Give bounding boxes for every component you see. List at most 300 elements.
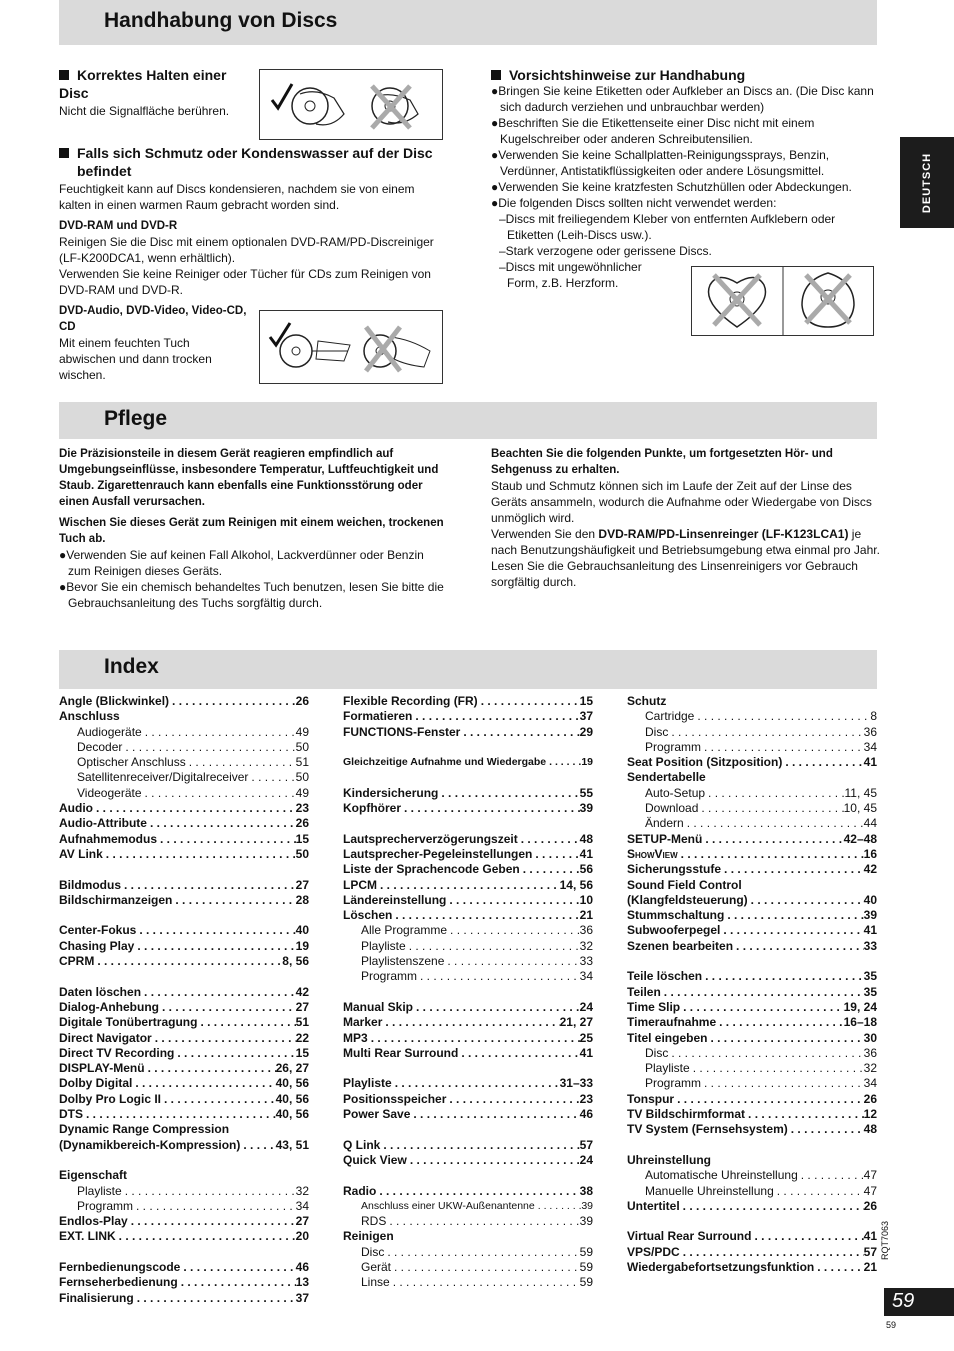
index-spacer bbox=[343, 740, 593, 755]
index-entry bbox=[59, 1229, 309, 1244]
index-page-ref: 51 bbox=[295, 755, 309, 770]
index-term: Bildmodus bbox=[59, 877, 121, 892]
precaution-list bbox=[491, 83, 883, 259]
index-spacer bbox=[343, 1168, 593, 1183]
index-entry bbox=[627, 969, 877, 984]
index-leader bbox=[668, 1046, 863, 1061]
index-entry bbox=[59, 1046, 309, 1061]
index-page-ref: 23 bbox=[579, 1091, 593, 1106]
index-leader bbox=[392, 908, 579, 923]
index-entry bbox=[343, 1031, 593, 1046]
index-term: Playliste bbox=[343, 1076, 392, 1091]
index-leader bbox=[707, 1031, 863, 1046]
language-tab bbox=[900, 137, 954, 228]
figure-wiping-disc bbox=[259, 310, 443, 384]
index-leader bbox=[684, 816, 864, 831]
index-page-ref: 32 bbox=[579, 938, 593, 953]
index-term: TV Bildschirmformat bbox=[627, 1107, 746, 1122]
index-entry bbox=[627, 1245, 877, 1260]
index-entry bbox=[343, 1138, 593, 1153]
paragraph: Staub und Schmutz können sich im Laufe der Zeit auf der Linse des Geräts ansammeln, wodurch die Aufnahme oder Wiedergabe von Discs unmöglich wird. bbox=[491, 479, 872, 525]
list-item: ●Verwenden Sie keine Schallplatten-Reinigungssprays, Benzin, Verdünner, Antistatikflüssigkeiten oder andere Lösungsmittel. bbox=[491, 148, 830, 178]
index-leader bbox=[446, 1092, 579, 1107]
index-page-ref: 14, 56 bbox=[559, 877, 593, 892]
index-term: Multi Rear Surround bbox=[343, 1045, 459, 1060]
index-page-ref: 19 bbox=[295, 938, 309, 953]
index-leader bbox=[460, 725, 579, 740]
index-page-ref: 26 bbox=[295, 816, 309, 831]
index-entry bbox=[343, 832, 593, 847]
index-term: Quick View bbox=[343, 1152, 407, 1167]
index-entry bbox=[59, 1199, 309, 1214]
index-entry bbox=[59, 923, 309, 938]
index-term: Gleichzeitige Aufnahme und Wiedergabe bbox=[343, 756, 547, 769]
index-term: Stummschaltung bbox=[627, 908, 725, 923]
index-term: Cartridge bbox=[645, 709, 695, 724]
index-term: Videogeräte bbox=[77, 785, 142, 800]
index-term: Audiogeräte bbox=[77, 724, 142, 739]
figure-holding-disc bbox=[259, 69, 443, 140]
index-leader bbox=[438, 786, 579, 801]
index-term: Eigenschaft bbox=[59, 1168, 128, 1183]
index-page-ref: 39 bbox=[863, 908, 877, 923]
index-page-ref: 39 bbox=[581, 1199, 593, 1212]
index-entry bbox=[627, 1122, 877, 1137]
index-spacer bbox=[59, 908, 309, 923]
index-entry bbox=[59, 1260, 309, 1275]
index-entry bbox=[343, 939, 593, 954]
index-page-ref: 34 bbox=[295, 1198, 309, 1213]
index-entry bbox=[627, 709, 877, 724]
language-tab-label: DEUTSCH bbox=[921, 152, 933, 213]
index-entry bbox=[627, 1184, 877, 1199]
index-entry bbox=[627, 1076, 877, 1091]
index-leader bbox=[444, 954, 579, 969]
index-page-ref: 59 bbox=[579, 1259, 593, 1274]
index-page-ref: 59 bbox=[579, 1275, 593, 1290]
section-banner-handhabung bbox=[59, 0, 877, 45]
index-term: Playliste bbox=[361, 938, 406, 953]
index-term: Programm bbox=[645, 1076, 702, 1091]
index-page-ref: 29 bbox=[579, 724, 593, 739]
index-entry bbox=[627, 816, 877, 831]
list-item: ●Verwenden Sie auf keinen Fall Alkohol, Lackverdünner oder Benzin zum Reinigen dieses Geräts. bbox=[59, 548, 424, 578]
index-leader bbox=[186, 755, 296, 770]
index-page-ref: 19 bbox=[581, 756, 593, 769]
index-term: EXT. LINK bbox=[59, 1229, 116, 1244]
index-entry bbox=[59, 893, 309, 908]
index-entry bbox=[627, 770, 877, 785]
index-leader bbox=[386, 1214, 579, 1229]
page-number-box bbox=[884, 1288, 954, 1316]
index-column-3 bbox=[627, 694, 877, 1275]
index-term: Untertitel bbox=[627, 1198, 680, 1213]
index-entry bbox=[59, 1138, 309, 1153]
care-right-column bbox=[491, 446, 883, 590]
index-entry bbox=[343, 725, 593, 740]
index-entry bbox=[59, 1031, 309, 1046]
index-leader bbox=[133, 1199, 296, 1214]
index-page-ref: 55 bbox=[579, 785, 593, 800]
index-term: Liste der Sprachencode Geben bbox=[343, 862, 520, 877]
index-entry bbox=[343, 1184, 593, 1199]
index-leader bbox=[680, 1199, 864, 1214]
index-term: Positionsspeicher bbox=[343, 1091, 447, 1106]
index-leader bbox=[798, 1168, 864, 1183]
index-page-ref: 27 bbox=[295, 1214, 309, 1229]
paragraph: Verwenden Sie keine Reiniger oder Tücher für CDs zum Reinigen von DVD-RAM und DVD-R. bbox=[59, 267, 431, 297]
index-term: Virtual Rear Surround bbox=[627, 1229, 752, 1244]
index-leader bbox=[116, 1229, 296, 1244]
index-term: Sendertabelle bbox=[627, 770, 706, 785]
index-leader bbox=[814, 1260, 863, 1275]
index-leader bbox=[412, 709, 579, 724]
index-page-ref: 38 bbox=[579, 1183, 593, 1198]
index-term: Marker bbox=[343, 1015, 383, 1030]
index-entry bbox=[627, 801, 877, 816]
index-leader bbox=[180, 1260, 295, 1275]
index-term: Disc bbox=[645, 1045, 669, 1060]
index-page-ref: 20 bbox=[295, 1229, 309, 1244]
index-term: Tonspur bbox=[627, 1091, 675, 1106]
index-page-ref: 34 bbox=[863, 739, 877, 754]
index-term: (Klangfeldsteuerung) bbox=[627, 892, 748, 907]
index-page-ref: 40 bbox=[863, 892, 877, 907]
section-title: Index bbox=[104, 655, 159, 678]
index-entry bbox=[343, 801, 593, 816]
index-entry bbox=[627, 740, 877, 755]
index-term: (Dynamikbereich-Kompression) bbox=[59, 1137, 241, 1152]
index-entry bbox=[59, 816, 309, 831]
index-page-ref: 26 bbox=[863, 1091, 877, 1106]
index-leader bbox=[152, 1031, 296, 1046]
index-term: Q Link bbox=[343, 1137, 381, 1152]
index-term: Ländereinstellung bbox=[343, 892, 447, 907]
index-page-ref: 34 bbox=[579, 969, 593, 984]
index-term: VPS/PDC bbox=[627, 1244, 680, 1259]
body-text-bold: DVD-RAM und DVD-R bbox=[59, 220, 178, 232]
body-text: Nicht die Signalfläche berühren. bbox=[59, 104, 230, 118]
index-leader bbox=[122, 740, 295, 755]
index-page-ref: 39 bbox=[579, 1214, 593, 1229]
index-spacer bbox=[343, 1061, 593, 1076]
index-entry bbox=[627, 908, 877, 923]
index-entry bbox=[343, 878, 593, 893]
paragraph-bold: Beachten Sie die folgenden Punkte, um fortgesetzten Hör- und Sehgenuss zu erhalten. bbox=[491, 448, 833, 476]
index-term: Playliste bbox=[77, 1183, 122, 1198]
index-entry bbox=[343, 1260, 593, 1275]
index-term: Lautsprecherverzögerungszeit bbox=[343, 831, 518, 846]
index-leader bbox=[121, 878, 296, 893]
index-leader bbox=[83, 1107, 276, 1122]
bullet-square-icon bbox=[491, 70, 501, 80]
index-entry bbox=[59, 694, 309, 709]
page-number-small: 59 bbox=[886, 1320, 897, 1330]
index-page-ref: 21 bbox=[579, 908, 593, 923]
index-page-ref: 21, 27 bbox=[559, 1015, 593, 1030]
paragraph-bold: Die Präzisionsteile in diesem Gerät reagieren empfindlich auf Umgebungseinflüsse, insbesondere Temperatur, Luftfeuchtigkeit und Staub. Zigarettenrauch kann ebenfalls eine Funktionsstörung oder einen Ausfall verursachen. bbox=[59, 448, 439, 508]
index-entry bbox=[627, 1000, 877, 1015]
index-entry bbox=[59, 1184, 309, 1199]
paragraph-bold: Wischen Sie dieses Gerät zum Reinigen mit einem weichen, trockenen Tuch ab. bbox=[59, 517, 444, 545]
index-entry bbox=[59, 1092, 309, 1107]
index-page-ref: 15 bbox=[579, 694, 593, 708]
index-leader bbox=[705, 786, 844, 801]
index-term: Linse bbox=[361, 1275, 390, 1290]
index-leader bbox=[145, 1061, 276, 1076]
list-item: ●Beschriften Sie die Etikettenseite einer Disc nicht mit einem Kugelschreiber oder anderen Schreibutensilien. bbox=[491, 116, 815, 146]
index-page-ref: 46 bbox=[579, 1107, 593, 1122]
index-term: Dolby Pro Logic II bbox=[59, 1091, 162, 1106]
index-term: Download bbox=[645, 801, 699, 816]
index-entry bbox=[343, 786, 593, 801]
index-term: Teilen bbox=[627, 984, 661, 999]
page-number: 59 bbox=[892, 1290, 915, 1312]
index-entry bbox=[343, 908, 593, 923]
index-leader bbox=[380, 1138, 579, 1153]
list-item: ●Bringen Sie keine Etiketten oder Aufkleber an Discs an. (Die Disc kann sich dadurch verziehen und unbrauchbar werden) bbox=[491, 84, 874, 114]
index-page-ref: 51 bbox=[295, 1015, 309, 1030]
figure-irregular-discs bbox=[691, 266, 874, 336]
index-leader bbox=[774, 1184, 864, 1199]
index-term: Playlistenszene bbox=[361, 954, 445, 969]
index-leader bbox=[702, 969, 864, 984]
index-entry bbox=[59, 939, 309, 954]
index-entry bbox=[59, 770, 309, 785]
index-spacer bbox=[59, 1245, 309, 1260]
doc-code: RQT7063 bbox=[880, 1220, 890, 1260]
index-term: AV Link bbox=[59, 846, 103, 861]
index-leader bbox=[240, 1138, 275, 1153]
list-item: –Stark verzogene oder gerissene Discs. bbox=[499, 244, 712, 258]
index-term: Disc bbox=[361, 1244, 385, 1259]
index-term: Wiedergabefortsetzungsfunktion bbox=[627, 1259, 815, 1274]
index-term: Alle Programme bbox=[361, 923, 448, 938]
index-leader bbox=[392, 1076, 560, 1091]
index-entry bbox=[59, 1107, 309, 1122]
index-leader bbox=[391, 1260, 580, 1275]
index-page-ref: 47 bbox=[863, 1183, 877, 1198]
index-leader bbox=[172, 893, 295, 908]
index-term: Fernbedienungscode bbox=[59, 1259, 181, 1274]
index-spacer bbox=[343, 1122, 593, 1137]
index-entry bbox=[343, 1214, 593, 1229]
index-page-ref: 12 bbox=[863, 1107, 877, 1122]
index-leader bbox=[248, 770, 295, 785]
index-leader bbox=[368, 1031, 580, 1046]
care-left-column bbox=[59, 446, 449, 611]
index-term: DISPLAY-Menü bbox=[59, 1061, 145, 1076]
index-page-ref: 41 bbox=[863, 755, 877, 770]
index-page-ref: 42–48 bbox=[843, 831, 877, 846]
index-spacer bbox=[59, 862, 309, 877]
index-leader bbox=[157, 832, 296, 847]
index-term: Manuelle Uhreinstellung bbox=[645, 1183, 774, 1198]
index-page-ref: 36 bbox=[579, 923, 593, 938]
index-term: Finalisierung bbox=[59, 1290, 134, 1305]
index-leader bbox=[142, 786, 296, 801]
index-entry bbox=[59, 1214, 309, 1229]
list-item: ●Die folgenden Discs sollten nicht verwendet werden: bbox=[491, 196, 777, 210]
index-page-ref: 32 bbox=[863, 1061, 877, 1076]
index-leader bbox=[197, 1015, 295, 1030]
index-page-ref: 34 bbox=[863, 1076, 877, 1091]
index-spacer bbox=[343, 816, 593, 831]
index-term: Sicherungsstufe bbox=[627, 862, 722, 877]
index-entry bbox=[59, 1076, 309, 1091]
index-page-ref: 41 bbox=[579, 1045, 593, 1060]
index-page-ref: 42 bbox=[863, 862, 877, 877]
index-leader bbox=[141, 985, 296, 1000]
index-term: Timeraufnahme bbox=[627, 1015, 717, 1030]
index-leader bbox=[410, 1107, 579, 1122]
index-page-ref: 33 bbox=[863, 938, 877, 953]
index-leader bbox=[377, 878, 560, 893]
body-text-bold: DVD-Audio, DVD-Video, Video-CD, CD bbox=[59, 305, 247, 333]
index-leader bbox=[751, 1229, 863, 1244]
index-leader bbox=[702, 832, 843, 847]
index-leader bbox=[716, 1015, 843, 1030]
index-entry bbox=[627, 923, 877, 938]
index-entry bbox=[627, 832, 877, 847]
index-term: Gerät bbox=[361, 1259, 392, 1274]
index-entry bbox=[343, 1076, 593, 1091]
index-entry bbox=[343, 1000, 593, 1015]
index-entry bbox=[59, 1122, 309, 1137]
index-term: ShowView bbox=[627, 846, 678, 861]
index-term: Dynamic Range Compression bbox=[59, 1122, 230, 1137]
index-page-ref: 15 bbox=[295, 1045, 309, 1060]
index-leader bbox=[136, 923, 295, 938]
index-term: RDS bbox=[361, 1214, 387, 1229]
index-entry bbox=[627, 878, 877, 893]
index-page-ref: 49 bbox=[295, 785, 309, 800]
index-term: Reinigen bbox=[343, 1229, 394, 1244]
index-term: Radio bbox=[343, 1183, 377, 1198]
index-leader bbox=[680, 1000, 843, 1015]
index-term: TV System (Fernsehsystem) bbox=[627, 1122, 788, 1137]
index-term: Endlos-Play bbox=[59, 1214, 128, 1229]
index-term: Kindersicherung bbox=[343, 785, 439, 800]
index-spacer bbox=[59, 1153, 309, 1168]
index-entry bbox=[343, 862, 593, 877]
index-term: Programm bbox=[77, 1198, 134, 1213]
index-term: Automatische Uhreinstellung bbox=[645, 1168, 798, 1183]
index-page-ref: 50 bbox=[295, 770, 309, 785]
index-leader bbox=[406, 939, 580, 954]
subheading: Vorsichtshinweise zur Handhabung bbox=[491, 66, 881, 84]
index-entry bbox=[59, 786, 309, 801]
index-entry bbox=[343, 694, 593, 709]
index-entry bbox=[343, 1275, 593, 1290]
index-entry bbox=[343, 969, 593, 984]
index-page-ref: 28 bbox=[295, 892, 309, 907]
index-entry bbox=[627, 1168, 877, 1183]
index-page-ref: 8 bbox=[870, 709, 877, 724]
index-term: Angle (Blickwinkel) bbox=[59, 694, 170, 708]
index-term: Center-Fokus bbox=[59, 923, 137, 938]
index-leader bbox=[161, 1092, 276, 1107]
section-title: Handhabung von Discs bbox=[104, 9, 338, 32]
index-term: Szenen bearbeiten bbox=[627, 938, 734, 953]
index-leader bbox=[745, 1107, 864, 1122]
index-leader bbox=[390, 1275, 580, 1290]
index-leader bbox=[103, 847, 296, 862]
index-term: Fernseherbedienung bbox=[59, 1275, 178, 1290]
index-page-ref: 41 bbox=[863, 923, 877, 938]
index-page-ref: 23 bbox=[295, 801, 309, 816]
index-term: Seat Position (Sitzposition) bbox=[627, 755, 783, 770]
index-page-ref: 42 bbox=[295, 984, 309, 999]
index-entry bbox=[59, 1061, 309, 1076]
index-leader bbox=[128, 1214, 296, 1229]
index-term: Aufnahmemodus bbox=[59, 831, 158, 846]
index-entry bbox=[627, 694, 877, 709]
index-leader bbox=[417, 969, 580, 984]
index-term: Manual Skip bbox=[343, 999, 414, 1014]
index-page-ref: 26 bbox=[863, 1198, 877, 1213]
paragraph: Reinigen Sie die Disc mit einem optionalen DVD-RAM/PD-Discreiniger (LF-K200DCA1, wenn erhältlich). bbox=[59, 235, 434, 265]
index-entry bbox=[343, 1107, 593, 1122]
index-entry bbox=[343, 954, 593, 969]
index-leader bbox=[413, 1000, 580, 1015]
index-spacer bbox=[59, 969, 309, 984]
index-entry bbox=[59, 725, 309, 740]
index-term: Anschluss bbox=[59, 709, 120, 724]
index-page-ref: 59 bbox=[579, 1244, 593, 1259]
index-entry bbox=[627, 1015, 877, 1030]
index-leader bbox=[93, 801, 296, 816]
index-leader bbox=[376, 1184, 579, 1199]
index-leader bbox=[401, 801, 580, 816]
index-leader bbox=[122, 1184, 296, 1199]
index-leader bbox=[174, 1046, 295, 1061]
index-entry bbox=[59, 985, 309, 1000]
index-leader bbox=[720, 923, 863, 938]
index-page-ref: 44 bbox=[863, 816, 877, 831]
index-entry bbox=[59, 709, 309, 724]
index-page-ref: 31–33 bbox=[559, 1076, 593, 1091]
index-entry bbox=[59, 1291, 309, 1306]
index-leader bbox=[674, 1092, 864, 1107]
index-entry bbox=[627, 862, 877, 877]
index-page-ref: 47 bbox=[863, 1168, 877, 1183]
index-page-ref: 25 bbox=[579, 1030, 593, 1045]
index-leader bbox=[698, 801, 843, 816]
index-leader bbox=[724, 908, 863, 923]
index-entry bbox=[627, 985, 877, 1000]
index-page-ref: 41 bbox=[579, 846, 593, 861]
index-leader bbox=[178, 1275, 296, 1290]
index-leader bbox=[520, 862, 580, 877]
body-text bbox=[59, 234, 444, 298]
index-entry bbox=[627, 786, 877, 801]
index-entry bbox=[343, 1015, 593, 1030]
index-entry bbox=[59, 832, 309, 847]
index-entry bbox=[627, 1061, 877, 1076]
index-page-ref: 36 bbox=[863, 724, 877, 739]
index-entry bbox=[343, 709, 593, 724]
index-term: Kopfhörer bbox=[343, 801, 401, 816]
index-term: Disc bbox=[645, 724, 669, 739]
index-term: Daten löschen bbox=[59, 984, 142, 999]
index-entry bbox=[59, 801, 309, 816]
index-page-ref: 41 bbox=[863, 1229, 877, 1244]
index-page-ref: 50 bbox=[295, 846, 309, 861]
index-page-ref: 37 bbox=[579, 709, 593, 724]
index-page-ref: 35 bbox=[863, 969, 877, 984]
index-entry bbox=[59, 1015, 309, 1030]
